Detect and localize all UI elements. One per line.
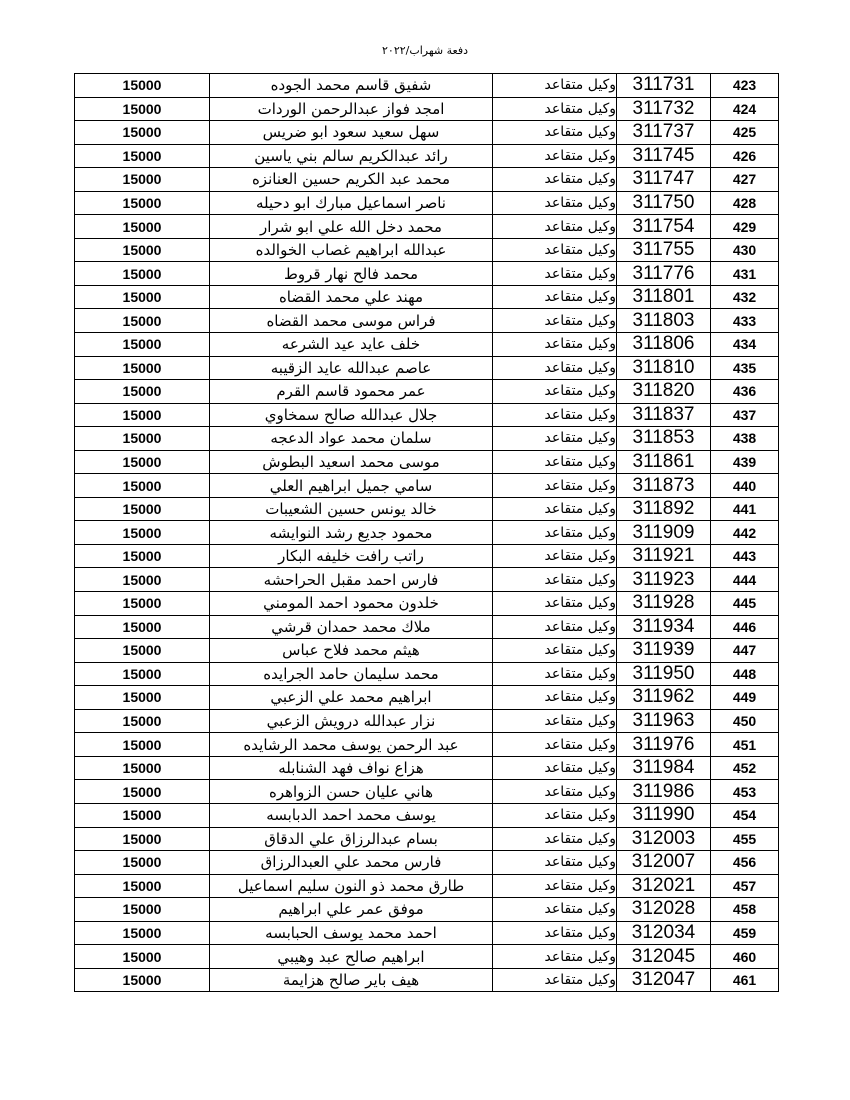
- amount-cell: 15000: [75, 191, 210, 215]
- id-number-cell: 312007: [617, 851, 711, 875]
- id-number-cell: 311853: [617, 427, 711, 451]
- table-row: [75, 898, 779, 922]
- serial-number-cell: 442: [711, 521, 779, 545]
- rank-cell: وكيل متقاعد: [493, 285, 617, 309]
- serial-number-cell: 433: [711, 309, 779, 333]
- amount-cell: 15000: [75, 851, 210, 875]
- serial-number-cell: 448: [711, 662, 779, 686]
- rank-cell: وكيل متقاعد: [493, 756, 617, 780]
- id-number-cell: 311892: [617, 497, 711, 521]
- rank-cell: وكيل متقاعد: [493, 803, 617, 827]
- rank-cell: وكيل متقاعد: [493, 309, 617, 333]
- amount-cell: 15000: [75, 215, 210, 239]
- table-row: [75, 450, 779, 474]
- name-cell: طارق محمد ذو النون سليم اسماعيل: [210, 874, 493, 898]
- serial-number-cell: 461: [711, 968, 779, 992]
- serial-number-cell: 424: [711, 97, 779, 121]
- serial-number-cell: 456: [711, 851, 779, 875]
- rank-cell: وكيل متقاعد: [493, 497, 617, 521]
- table-row: [75, 380, 779, 404]
- name-cell: فراس موسى محمد القضاه: [210, 309, 493, 333]
- name-cell: خلف عايد عيد الشرعه: [210, 333, 493, 357]
- table-row: [75, 639, 779, 663]
- amount-cell: 15000: [75, 262, 210, 286]
- id-number-cell: 311732: [617, 97, 711, 121]
- rank-cell: وكيل متقاعد: [493, 121, 617, 145]
- serial-number-cell: 441: [711, 497, 779, 521]
- amount-cell: 15000: [75, 756, 210, 780]
- table-row: [75, 709, 779, 733]
- amount-cell: 15000: [75, 285, 210, 309]
- rank-cell: وكيل متقاعد: [493, 403, 617, 427]
- amount-cell: 15000: [75, 662, 210, 686]
- amount-cell: 15000: [75, 639, 210, 663]
- serial-number-cell: 444: [711, 568, 779, 592]
- amount-cell: 15000: [75, 898, 210, 922]
- amount-cell: 15000: [75, 827, 210, 851]
- roster-table: [74, 73, 779, 992]
- name-cell: محمد فالح نهار قروط: [210, 262, 493, 286]
- amount-cell: 15000: [75, 780, 210, 804]
- serial-number-cell: 450: [711, 709, 779, 733]
- amount-cell: 15000: [75, 592, 210, 616]
- id-number-cell: 311984: [617, 756, 711, 780]
- name-cell: رائد عبدالكريم سالم بني ياسين: [210, 144, 493, 168]
- name-cell: هيف باير صالح هزايمة: [210, 968, 493, 992]
- amount-cell: 15000: [75, 945, 210, 969]
- table-row: [75, 733, 779, 757]
- table-row: [75, 568, 779, 592]
- id-number-cell: 311934: [617, 615, 711, 639]
- id-number-cell: 311921: [617, 544, 711, 568]
- serial-number-cell: 443: [711, 544, 779, 568]
- id-number-cell: 312021: [617, 874, 711, 898]
- serial-number-cell: 428: [711, 191, 779, 215]
- id-number-cell: 311950: [617, 662, 711, 686]
- id-number-cell: 311990: [617, 803, 711, 827]
- table-row: [75, 215, 779, 239]
- serial-number-cell: 430: [711, 238, 779, 262]
- id-number-cell: 312045: [617, 945, 711, 969]
- amount-cell: 15000: [75, 238, 210, 262]
- serial-number-cell: 455: [711, 827, 779, 851]
- id-number-cell: 311801: [617, 285, 711, 309]
- table-row: [75, 168, 779, 192]
- serial-number-cell: 447: [711, 639, 779, 663]
- rank-cell: وكيل متقاعد: [493, 921, 617, 945]
- amount-cell: 15000: [75, 403, 210, 427]
- id-number-cell: 311873: [617, 474, 711, 498]
- table-row: [75, 756, 779, 780]
- serial-number-cell: 460: [711, 945, 779, 969]
- amount-cell: 15000: [75, 333, 210, 357]
- serial-number-cell: 426: [711, 144, 779, 168]
- amount-cell: 15000: [75, 97, 210, 121]
- table-row: [75, 921, 779, 945]
- name-cell: هيثم محمد فلاح عباس: [210, 639, 493, 663]
- table-row: [75, 238, 779, 262]
- name-cell: محمد عبد الكريم حسين العنانزه: [210, 168, 493, 192]
- amount-cell: 15000: [75, 733, 210, 757]
- name-cell: ملاك محمد حمدان قرشي: [210, 615, 493, 639]
- serial-number-cell: 449: [711, 686, 779, 710]
- amount-cell: 15000: [75, 497, 210, 521]
- amount-cell: 15000: [75, 74, 210, 98]
- name-cell: ابراهيم محمد علي الزعبي: [210, 686, 493, 710]
- table-row: [75, 874, 779, 898]
- serial-number-cell: 423: [711, 74, 779, 98]
- name-cell: عبد الرحمن يوسف محمد الرشايده: [210, 733, 493, 757]
- serial-number-cell: 446: [711, 615, 779, 639]
- serial-number-cell: 459: [711, 921, 779, 945]
- id-number-cell: 311731: [617, 74, 711, 98]
- serial-number-cell: 440: [711, 474, 779, 498]
- id-number-cell: 311986: [617, 780, 711, 804]
- id-number-cell: 311776: [617, 262, 711, 286]
- id-number-cell: 311923: [617, 568, 711, 592]
- table-row: [75, 333, 779, 357]
- rank-cell: وكيل متقاعد: [493, 780, 617, 804]
- id-number-cell: 311909: [617, 521, 711, 545]
- rank-cell: وكيل متقاعد: [493, 191, 617, 215]
- table-row: [75, 615, 779, 639]
- serial-number-cell: 427: [711, 168, 779, 192]
- amount-cell: 15000: [75, 921, 210, 945]
- name-cell: محمد سليمان حامد الجرايده: [210, 662, 493, 686]
- table-row: [75, 121, 779, 145]
- rank-cell: وكيل متقاعد: [493, 97, 617, 121]
- serial-number-cell: 437: [711, 403, 779, 427]
- rank-cell: وكيل متقاعد: [493, 592, 617, 616]
- table-row: [75, 851, 779, 875]
- table-row: [75, 262, 779, 286]
- name-cell: فارس احمد مقبل الحراحشه: [210, 568, 493, 592]
- table-row: [75, 592, 779, 616]
- amount-cell: 15000: [75, 168, 210, 192]
- table-row: [75, 497, 779, 521]
- table-row: [75, 191, 779, 215]
- serial-number-cell: 434: [711, 333, 779, 357]
- page-title: دفعة شهراب/٢٠٢٢: [382, 44, 468, 57]
- serial-number-cell: 435: [711, 356, 779, 380]
- table-row: [75, 403, 779, 427]
- rank-cell: وكيل متقاعد: [493, 615, 617, 639]
- name-cell: عاصم عبدالله عايد الزقيبه: [210, 356, 493, 380]
- rank-cell: وكيل متقاعد: [493, 215, 617, 239]
- serial-number-cell: 439: [711, 450, 779, 474]
- name-cell: خالد يونس حسين الشعيبات: [210, 497, 493, 521]
- table-row: [75, 945, 779, 969]
- name-cell: راتب رافت خليفه البكار: [210, 544, 493, 568]
- amount-cell: 15000: [75, 968, 210, 992]
- name-cell: سهل سعيد سعود ابو ضريس: [210, 121, 493, 145]
- name-cell: محمد دخل الله علي ابو شرار: [210, 215, 493, 239]
- amount-cell: 15000: [75, 686, 210, 710]
- table-row: [75, 474, 779, 498]
- name-cell: نزار عبدالله درويش الزعبي: [210, 709, 493, 733]
- rank-cell: وكيل متقاعد: [493, 144, 617, 168]
- id-number-cell: 312028: [617, 898, 711, 922]
- rank-cell: وكيل متقاعد: [493, 521, 617, 545]
- amount-cell: 15000: [75, 568, 210, 592]
- name-cell: عمر محمود قاسم القرم: [210, 380, 493, 404]
- name-cell: ابراهيم صالح عبد وهيبي: [210, 945, 493, 969]
- id-number-cell: 311820: [617, 380, 711, 404]
- amount-cell: 15000: [75, 803, 210, 827]
- rank-cell: وكيل متقاعد: [493, 474, 617, 498]
- amount-cell: 15000: [75, 427, 210, 451]
- table-row: [75, 74, 779, 98]
- rank-cell: وكيل متقاعد: [493, 262, 617, 286]
- serial-number-cell: 454: [711, 803, 779, 827]
- name-cell: احمد محمد يوسف الحبابسه: [210, 921, 493, 945]
- table-row: [75, 356, 779, 380]
- rank-cell: وكيل متقاعد: [493, 74, 617, 98]
- id-number-cell: 311928: [617, 592, 711, 616]
- id-number-cell: 311806: [617, 333, 711, 357]
- amount-cell: 15000: [75, 144, 210, 168]
- id-number-cell: 311803: [617, 309, 711, 333]
- rank-cell: وكيل متقاعد: [493, 968, 617, 992]
- serial-number-cell: 432: [711, 285, 779, 309]
- serial-number-cell: 429: [711, 215, 779, 239]
- id-number-cell: 311737: [617, 121, 711, 145]
- name-cell: محمود جديع رشد النوايشه: [210, 521, 493, 545]
- rank-cell: وكيل متقاعد: [493, 380, 617, 404]
- id-number-cell: 311747: [617, 168, 711, 192]
- name-cell: سامي جميل ابراهيم العلي: [210, 474, 493, 498]
- name-cell: بسام عبدالرزاق علي الدقاق: [210, 827, 493, 851]
- name-cell: عبدالله ابراهيم غصاب الخوالده: [210, 238, 493, 262]
- table-row: [75, 544, 779, 568]
- table-row: [75, 427, 779, 451]
- name-cell: سلمان محمد عواد الدعجه: [210, 427, 493, 451]
- serial-number-cell: 438: [711, 427, 779, 451]
- name-cell: مهند علي محمد القضاه: [210, 285, 493, 309]
- serial-number-cell: 452: [711, 756, 779, 780]
- serial-number-cell: 436: [711, 380, 779, 404]
- name-cell: ناصر اسماعيل مبارك ابو دحيله: [210, 191, 493, 215]
- name-cell: امجد فواز عبدالرحمن الوردات: [210, 97, 493, 121]
- serial-number-cell: 431: [711, 262, 779, 286]
- id-number-cell: 311750: [617, 191, 711, 215]
- amount-cell: 15000: [75, 709, 210, 733]
- id-number-cell: 311754: [617, 215, 711, 239]
- table-row: [75, 780, 779, 804]
- rank-cell: وكيل متقاعد: [493, 238, 617, 262]
- id-number-cell: 311976: [617, 733, 711, 757]
- amount-cell: 15000: [75, 615, 210, 639]
- serial-number-cell: 458: [711, 898, 779, 922]
- table-row: [75, 521, 779, 545]
- name-cell: موسى محمد اسعيد البطوش: [210, 450, 493, 474]
- table-row: [75, 144, 779, 168]
- name-cell: خلدون محمود احمد المومني: [210, 592, 493, 616]
- rank-cell: وكيل متقاعد: [493, 874, 617, 898]
- serial-number-cell: 451: [711, 733, 779, 757]
- amount-cell: 15000: [75, 521, 210, 545]
- table-row: [75, 309, 779, 333]
- id-number-cell: 311962: [617, 686, 711, 710]
- name-cell: جلال عبدالله صالح سمخاوي: [210, 403, 493, 427]
- table-row: [75, 662, 779, 686]
- name-cell: موفق عمر علي ابراهيم: [210, 898, 493, 922]
- name-cell: فارس محمد علي العبدالرزاق: [210, 851, 493, 875]
- amount-cell: 15000: [75, 874, 210, 898]
- id-number-cell: 311810: [617, 356, 711, 380]
- amount-cell: 15000: [75, 121, 210, 145]
- rank-cell: وكيل متقاعد: [493, 544, 617, 568]
- serial-number-cell: 425: [711, 121, 779, 145]
- id-number-cell: 312003: [617, 827, 711, 851]
- table-row: [75, 968, 779, 992]
- table-row: [75, 97, 779, 121]
- serial-number-cell: 453: [711, 780, 779, 804]
- rank-cell: وكيل متقاعد: [493, 827, 617, 851]
- roster-table-body: [75, 74, 779, 992]
- rank-cell: وكيل متقاعد: [493, 851, 617, 875]
- rank-cell: وكيل متقاعد: [493, 945, 617, 969]
- rank-cell: وكيل متقاعد: [493, 356, 617, 380]
- rank-cell: وكيل متقاعد: [493, 686, 617, 710]
- id-number-cell: 311755: [617, 238, 711, 262]
- serial-number-cell: 457: [711, 874, 779, 898]
- id-number-cell: 311861: [617, 450, 711, 474]
- rank-cell: وكيل متقاعد: [493, 427, 617, 451]
- table-row: [75, 803, 779, 827]
- amount-cell: 15000: [75, 380, 210, 404]
- id-number-cell: 311939: [617, 639, 711, 663]
- rank-cell: وكيل متقاعد: [493, 662, 617, 686]
- name-cell: هزاع نواف فهد الشنابله: [210, 756, 493, 780]
- rank-cell: وكيل متقاعد: [493, 898, 617, 922]
- rank-cell: وكيل متقاعد: [493, 568, 617, 592]
- amount-cell: 15000: [75, 474, 210, 498]
- rank-cell: وكيل متقاعد: [493, 333, 617, 357]
- amount-cell: 15000: [75, 309, 210, 333]
- rank-cell: وكيل متقاعد: [493, 450, 617, 474]
- name-cell: شفيق قاسم محمد الجوده: [210, 74, 493, 98]
- table-row: [75, 285, 779, 309]
- amount-cell: 15000: [75, 450, 210, 474]
- table-row: [75, 686, 779, 710]
- id-number-cell: 311963: [617, 709, 711, 733]
- amount-cell: 15000: [75, 356, 210, 380]
- table-row: [75, 827, 779, 851]
- name-cell: يوسف محمد احمد الدبابسه: [210, 803, 493, 827]
- rank-cell: وكيل متقاعد: [493, 639, 617, 663]
- rank-cell: وكيل متقاعد: [493, 733, 617, 757]
- name-cell: هاني عليان حسن الزواهره: [210, 780, 493, 804]
- id-number-cell: 311745: [617, 144, 711, 168]
- serial-number-cell: 445: [711, 592, 779, 616]
- id-number-cell: 312047: [617, 968, 711, 992]
- id-number-cell: 312034: [617, 921, 711, 945]
- id-number-cell: 311837: [617, 403, 711, 427]
- rank-cell: وكيل متقاعد: [493, 168, 617, 192]
- rank-cell: وكيل متقاعد: [493, 709, 617, 733]
- amount-cell: 15000: [75, 544, 210, 568]
